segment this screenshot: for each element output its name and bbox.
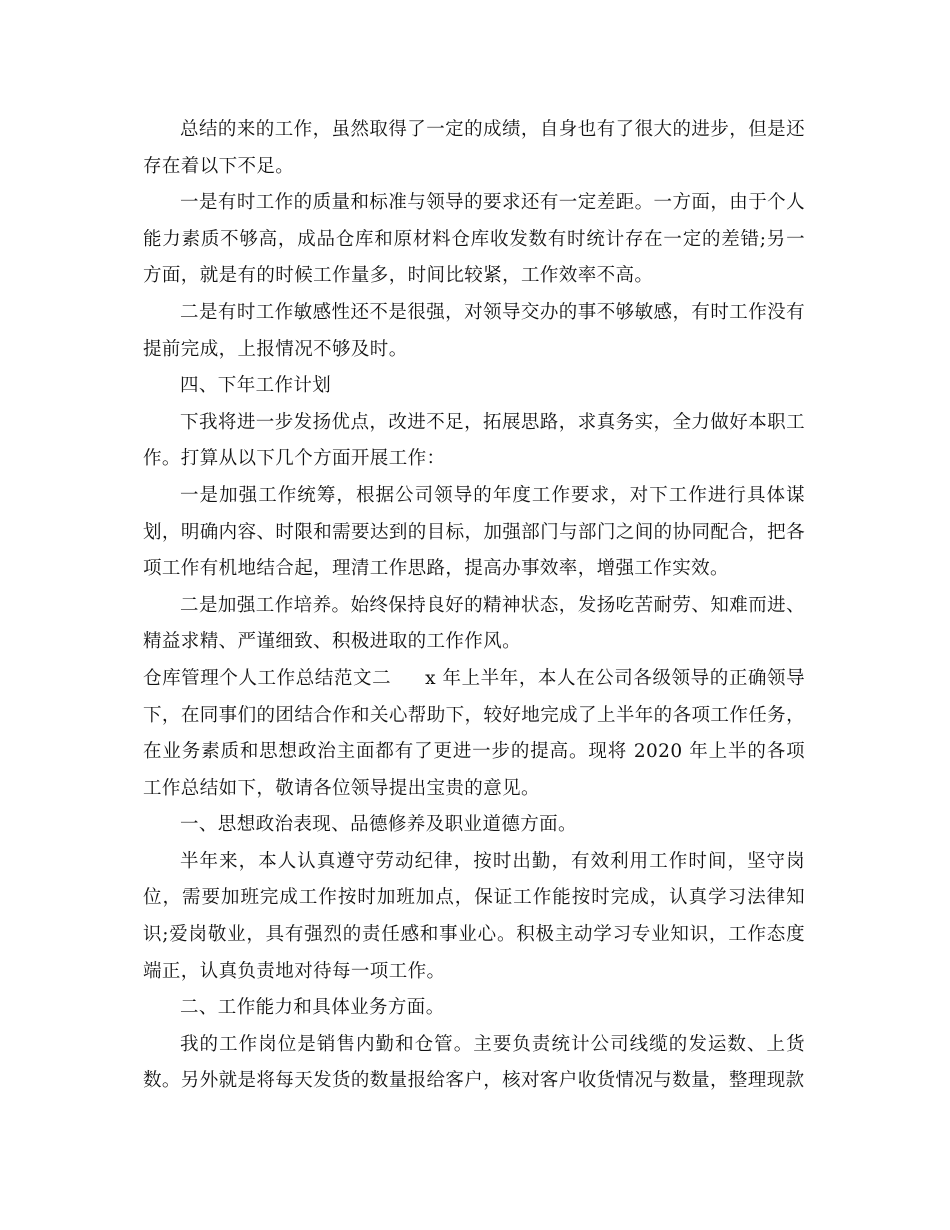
paragraph-summary-shortcomings: 总结的来的工作，虽然取得了一定的成绩，自身也有了很大的进步，但是还存在着以下不足。 [143, 119, 805, 177]
heading-political-performance: 一、思想政治表现、品德修养及职业道德方面。 [180, 814, 577, 836]
paragraph-shortcoming-sensitivity: 二是有时工作敏感性还不是很强，对领导交办的事不够敏感，有时工作没有提前完成，上报情况不够及时。 [143, 301, 805, 360]
heading-work-ability: 二、工作能力和具体业务方面。 [180, 997, 445, 1019]
section-title: 仓库管理个人工作总结范文二 [143, 667, 392, 689]
section-intro: x 年上半年，本人在公司各级领导的正确领导下，在同事们的团结合作和关心帮助下，较好地完成了上半年的各项工作任务，在业务素质和思想政治主面都有了更进一步的提高。现将 2020 年上半的各项工作总结如下，敬请各位领导提出宝贵的意见。 [143, 667, 805, 799]
paragraph-half-year-attitude: 半年来，本人认真遵守劳动纪律，按时出勤，有效利用工作时间，坚守岗位，需要加班完成工作按时加班加点，保证工作能按时完成，认真学习法律知识;爱岗敬业，具有强烈的责任感和事业心。积极主动学习专业知识，工作态度端正，认真负责地对待每一项工作。 [143, 850, 805, 982]
paragraph-plan-coordination: 一是加强工作统筹，根据公司领导的年度工作要求，对下工作进行具体谋划，明确内容、时限和需要达到的目标，加强部门与部门之间的协同配合，把各项工作有机地结合起，理清工作思路，提高办事效率，增强工作实效。 [143, 484, 805, 580]
paragraph-shortcoming-quality: 一是有时工作的质量和标准与领导的要求还有一定差距。一方面，由于个人能力素质不够高，成品仓库和原材料仓库收发数有时统计存在一定的差错;另一方面，就是有的时候工作量多，时间比较紧，工作效率不高。 [143, 192, 805, 287]
paragraph-section-two [143, 661, 805, 807]
paragraph-plan-intro: 下我将进一步发扬优点，改进不足，拓展思路，求真务实，全力做好本职工作。打算从以下几个方面开展工作： [143, 411, 805, 470]
heading-next-year-plan: 四、下年工作计划 [180, 375, 332, 397]
paragraph-job-duties: 我的工作岗位是销售内勤和仓管。主要负责统计公司线缆的发运数、上货数。另外就是将每天发货的数量报给客户，核对客户收货情况与数量，整理现款 [143, 1033, 805, 1092]
paragraph-plan-training: 二是加强工作培养。始终保持良好的精神状态，发扬吃苦耐劳、知难而进、精益求精、严谨细致、积极进取的工作作风。 [143, 594, 805, 653]
document-body [143, 112, 805, 1100]
